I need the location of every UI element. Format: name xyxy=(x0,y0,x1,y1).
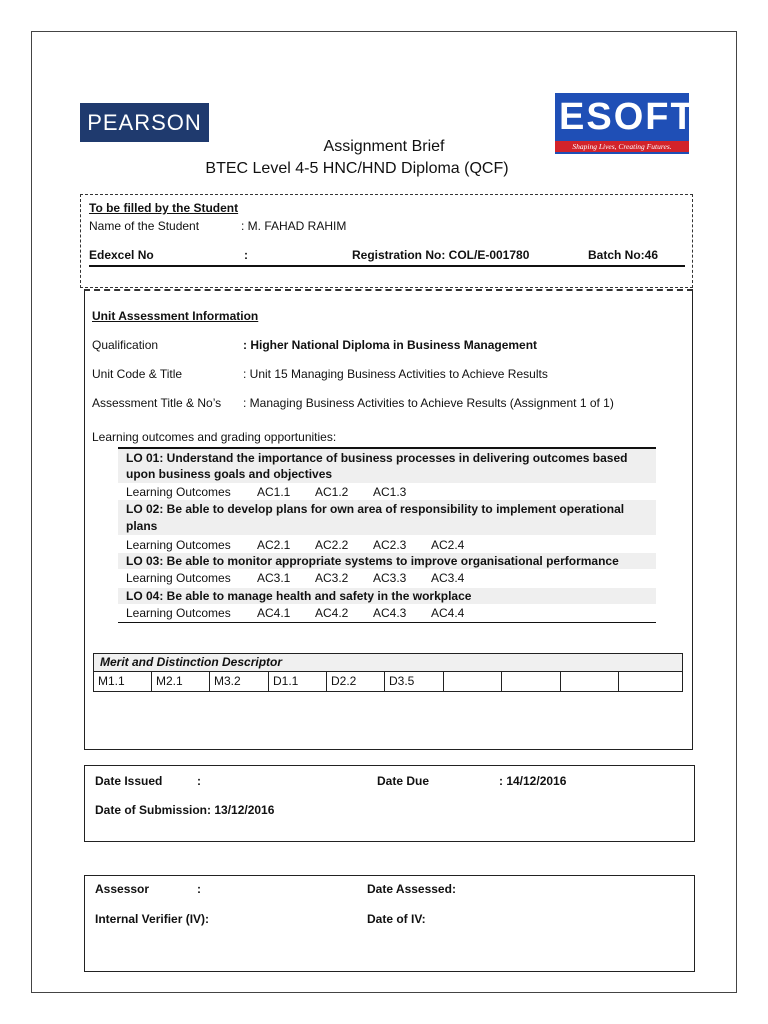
empty-cell xyxy=(502,672,561,691)
date-due-label: Date Due xyxy=(377,774,430,788)
merit-cell: M1.1 xyxy=(94,672,152,691)
ac-2-4: AC2.4 xyxy=(431,538,465,552)
qualification-label: Qualification xyxy=(92,338,159,352)
pearson-logo: PEARSON xyxy=(80,103,209,142)
ac-2-3: AC2.3 xyxy=(373,538,407,552)
unit-code-label: Unit Code & Title xyxy=(92,367,183,381)
ac-4-4: AC4.4 xyxy=(431,606,465,620)
assessor-label: Assessor xyxy=(95,882,150,896)
ac-1-3: AC1.3 xyxy=(373,485,407,499)
ac-3-3: AC3.3 xyxy=(373,571,407,585)
ac-3-1: AC3.1 xyxy=(257,571,291,585)
student-section-title: To be filled by the Student xyxy=(89,201,239,215)
lo-04-label: Learning Outcomes xyxy=(126,606,231,620)
ac-3-2: AC3.2 xyxy=(315,571,349,585)
merit-cell: M3.2 xyxy=(210,672,269,691)
batch-number: Batch No:46 xyxy=(588,248,659,262)
merit-distinction-heading: Merit and Distinction Descriptor xyxy=(93,653,683,671)
assessment-title-label: Assessment Title & No’s xyxy=(92,396,222,410)
ac-4-3: AC4.3 xyxy=(373,606,407,620)
ac-1-1: AC1.1 xyxy=(257,485,291,499)
document-title: Assignment Brief xyxy=(323,138,445,155)
date-due-value: : 14/12/2016 xyxy=(499,774,567,788)
student-name-label: Name of the Student xyxy=(89,219,200,233)
unit-section-title: Unit Assessment Information xyxy=(92,309,259,323)
date-issued-value: : xyxy=(197,774,201,788)
lo-01-title: LO 01: Understand the importance of business processes in delivering outcomes based xyxy=(126,451,628,465)
ac-3-4: AC3.4 xyxy=(431,571,465,585)
esoft-tagline: Shaping Lives, Creating Futures. xyxy=(555,141,689,152)
ac-2-2: AC2.2 xyxy=(315,538,349,552)
date-of-iv-label: Date of IV: xyxy=(367,912,426,926)
distinction-cell: D3.5 xyxy=(385,672,444,691)
lo-04-title: LO 04: Be able to manage health and safety in the workplace xyxy=(126,589,472,603)
distinction-cell: D2.2 xyxy=(327,672,385,691)
ac-4-1: AC4.1 xyxy=(257,606,291,620)
date-of-submission: Date of Submission: 13/12/2016 xyxy=(95,803,275,817)
edexcel-value: : xyxy=(244,248,248,262)
empty-cell xyxy=(561,672,619,691)
document-subtitle: BTEC Level 4-5 HNC/HND Diploma (QCF) xyxy=(205,160,509,177)
divider xyxy=(89,265,685,267)
lo-02-label: Learning Outcomes xyxy=(126,538,231,552)
lo-02-title: LO 02: Be able to develop plans for own area of responsibility to implement operational xyxy=(126,502,625,516)
empty-cell xyxy=(619,672,682,691)
lo-table-bottom-rule xyxy=(118,622,656,623)
registration-number: Registration No: COL/E-001780 xyxy=(352,248,530,262)
edexcel-label: Edexcel No xyxy=(89,248,154,262)
lo-02-title-cont: plans xyxy=(126,519,158,533)
qualification-value: : Higher National Diploma in Business Management xyxy=(243,338,538,352)
student-name-value: : M. FAHAD RAHIM xyxy=(241,219,347,233)
ac-2-1: AC2.1 xyxy=(257,538,291,552)
assessment-title-value: : Managing Business Activities to Achieve Results (Assignment 1 of 1) xyxy=(243,396,614,410)
learning-outcomes-heading: Learning outcomes and grading opportunities: xyxy=(92,430,337,444)
date-issued-label: Date Issued xyxy=(95,774,163,788)
distinction-cell: D1.1 xyxy=(269,672,327,691)
unit-code-value: : Unit 15 Managing Business Activities to Achieve Results xyxy=(243,367,548,381)
ac-4-2: AC4.2 xyxy=(315,606,349,620)
esoft-logo-text: ESOFT xyxy=(559,96,696,138)
lo-01-title-cont: upon business goals and objectives xyxy=(126,467,333,481)
lo-03-label: Learning Outcomes xyxy=(126,571,231,585)
merit-cell: M2.1 xyxy=(152,672,210,691)
merit-distinction-grid xyxy=(93,671,683,692)
lo-01-label: Learning Outcomes xyxy=(126,485,231,499)
assessor-value: : xyxy=(197,882,201,896)
date-assessed-label: Date Assessed: xyxy=(367,882,456,896)
ac-1-2: AC1.2 xyxy=(315,485,349,499)
empty-cell xyxy=(444,672,502,691)
internal-verifier-label: Internal Verifier (IV): xyxy=(95,912,210,926)
lo-03-title: LO 03: Be able to monitor appropriate systems to improve organisational performance xyxy=(126,554,619,568)
